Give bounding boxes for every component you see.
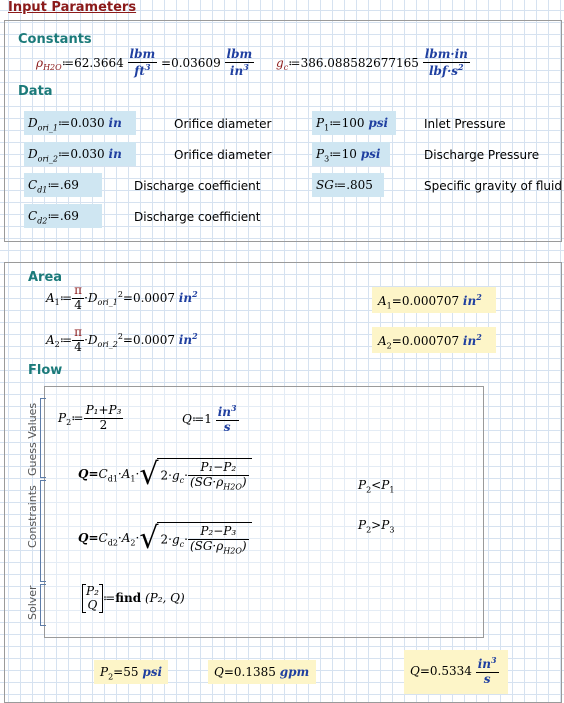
flow-heading: Flow <box>28 363 63 378</box>
q-in-result: Q=0.5334 $\frac{in^3}{s}$ <box>410 655 497 686</box>
a1-definition: $A_1≔$ $\frac{\pi}{4}$ $\cdot D_{ori\_1}^2=0.0007$ $in^2$ <box>46 283 198 312</box>
a1-result: $A_1=0.000707$ $in^2$ <box>378 292 482 311</box>
a2-definition: $A_2≔$ $\frac{\pi}{4}$ $\cdot D_{ori\_2}^2=0.0007$ $in^2$ <box>46 325 198 354</box>
gc-definition: $g_c≔386.088582677165$ $\frac{\text{lbm·in}}{lbf\cdot s^2}$ <box>276 47 468 78</box>
cd2-description: Discharge coefficient <box>134 210 261 224</box>
a2-result: $A_2=0.000707$ $in^2$ <box>378 332 482 351</box>
d-ori-2-definition: $D_{ori\_2}≔0.030$ in <box>28 147 122 164</box>
q-gpm-result: Q=0.1385 gpm <box>214 665 310 679</box>
cd1-description: Discharge coefficient <box>134 179 261 193</box>
p1-definition: $P_1≔100$ psi <box>316 116 389 133</box>
solver-side-label: Solver <box>26 585 39 620</box>
input-parameters-title: Input Parameters <box>8 0 137 15</box>
solver-find: P₂ Q ≔find (P₂, Q) <box>82 584 185 613</box>
constraints-bracket <box>40 480 46 582</box>
cd2-definition: $C_{d2}≔.69$ <box>28 209 79 226</box>
p3-description: Discharge Pressure <box>424 148 540 162</box>
p3-definition: $P_3≔10$ psi <box>316 147 381 164</box>
solver-bracket <box>40 584 46 626</box>
p2-guess: $P_2≔$ $\frac{\text{P₁+P₃}}{2}$ <box>58 403 122 432</box>
d-ori-1-description: Orifice diameter <box>174 117 272 131</box>
inequality-2: $P_2>P_3$ <box>358 518 395 535</box>
p2-result: $P_2=55$ psi <box>100 665 163 682</box>
p1-description: Inlet Pressure <box>424 117 506 131</box>
d-ori-2-description: Orifice diameter <box>174 148 272 162</box>
constants-heading: Constants <box>18 32 92 47</box>
sg-definition: SG≔.805 <box>316 178 373 192</box>
constraint-2: $Q=C_{d2}\cdot A_2\cdot√$ $2\cdot g_c\cdot$ $\frac{\text{P₂−P₃}}{(SG\cdot\rho_{H2O})}$ <box>78 522 252 555</box>
q-guess: Q≔1 $\frac{in^3}{s}$ <box>182 403 237 434</box>
constraints-side-label: Constraints <box>26 485 39 548</box>
guess-values-side-label: Guess Values <box>26 402 39 476</box>
area-heading: Area <box>28 270 63 285</box>
sg-description: Specific gravity of fluid <box>424 179 562 193</box>
cd1-definition: $C_{d1}≔.69$ <box>28 178 79 195</box>
rho-h2o-definition: $\rho_{H2O}≔62.3664$ $\frac{\text{lbm}}{ft^3}$ =0.03609 $\frac{\text{lbm}}{in^3}$ <box>36 47 253 78</box>
guess-values-bracket <box>40 398 46 478</box>
d-ori-1-definition: $D_{ori\_1}≔0.030$ in <box>28 116 122 133</box>
inequality-1: $P_2<P_1$ <box>358 478 395 495</box>
constraint-1: $Q=C_{d1}\cdot A_1\cdot√$ $2\cdot g_c\cdot$ $\frac{\text{P₁−P₂}}{(SG\cdot\rho_{H2O})}$ <box>78 458 252 491</box>
data-heading: Data <box>18 84 53 99</box>
